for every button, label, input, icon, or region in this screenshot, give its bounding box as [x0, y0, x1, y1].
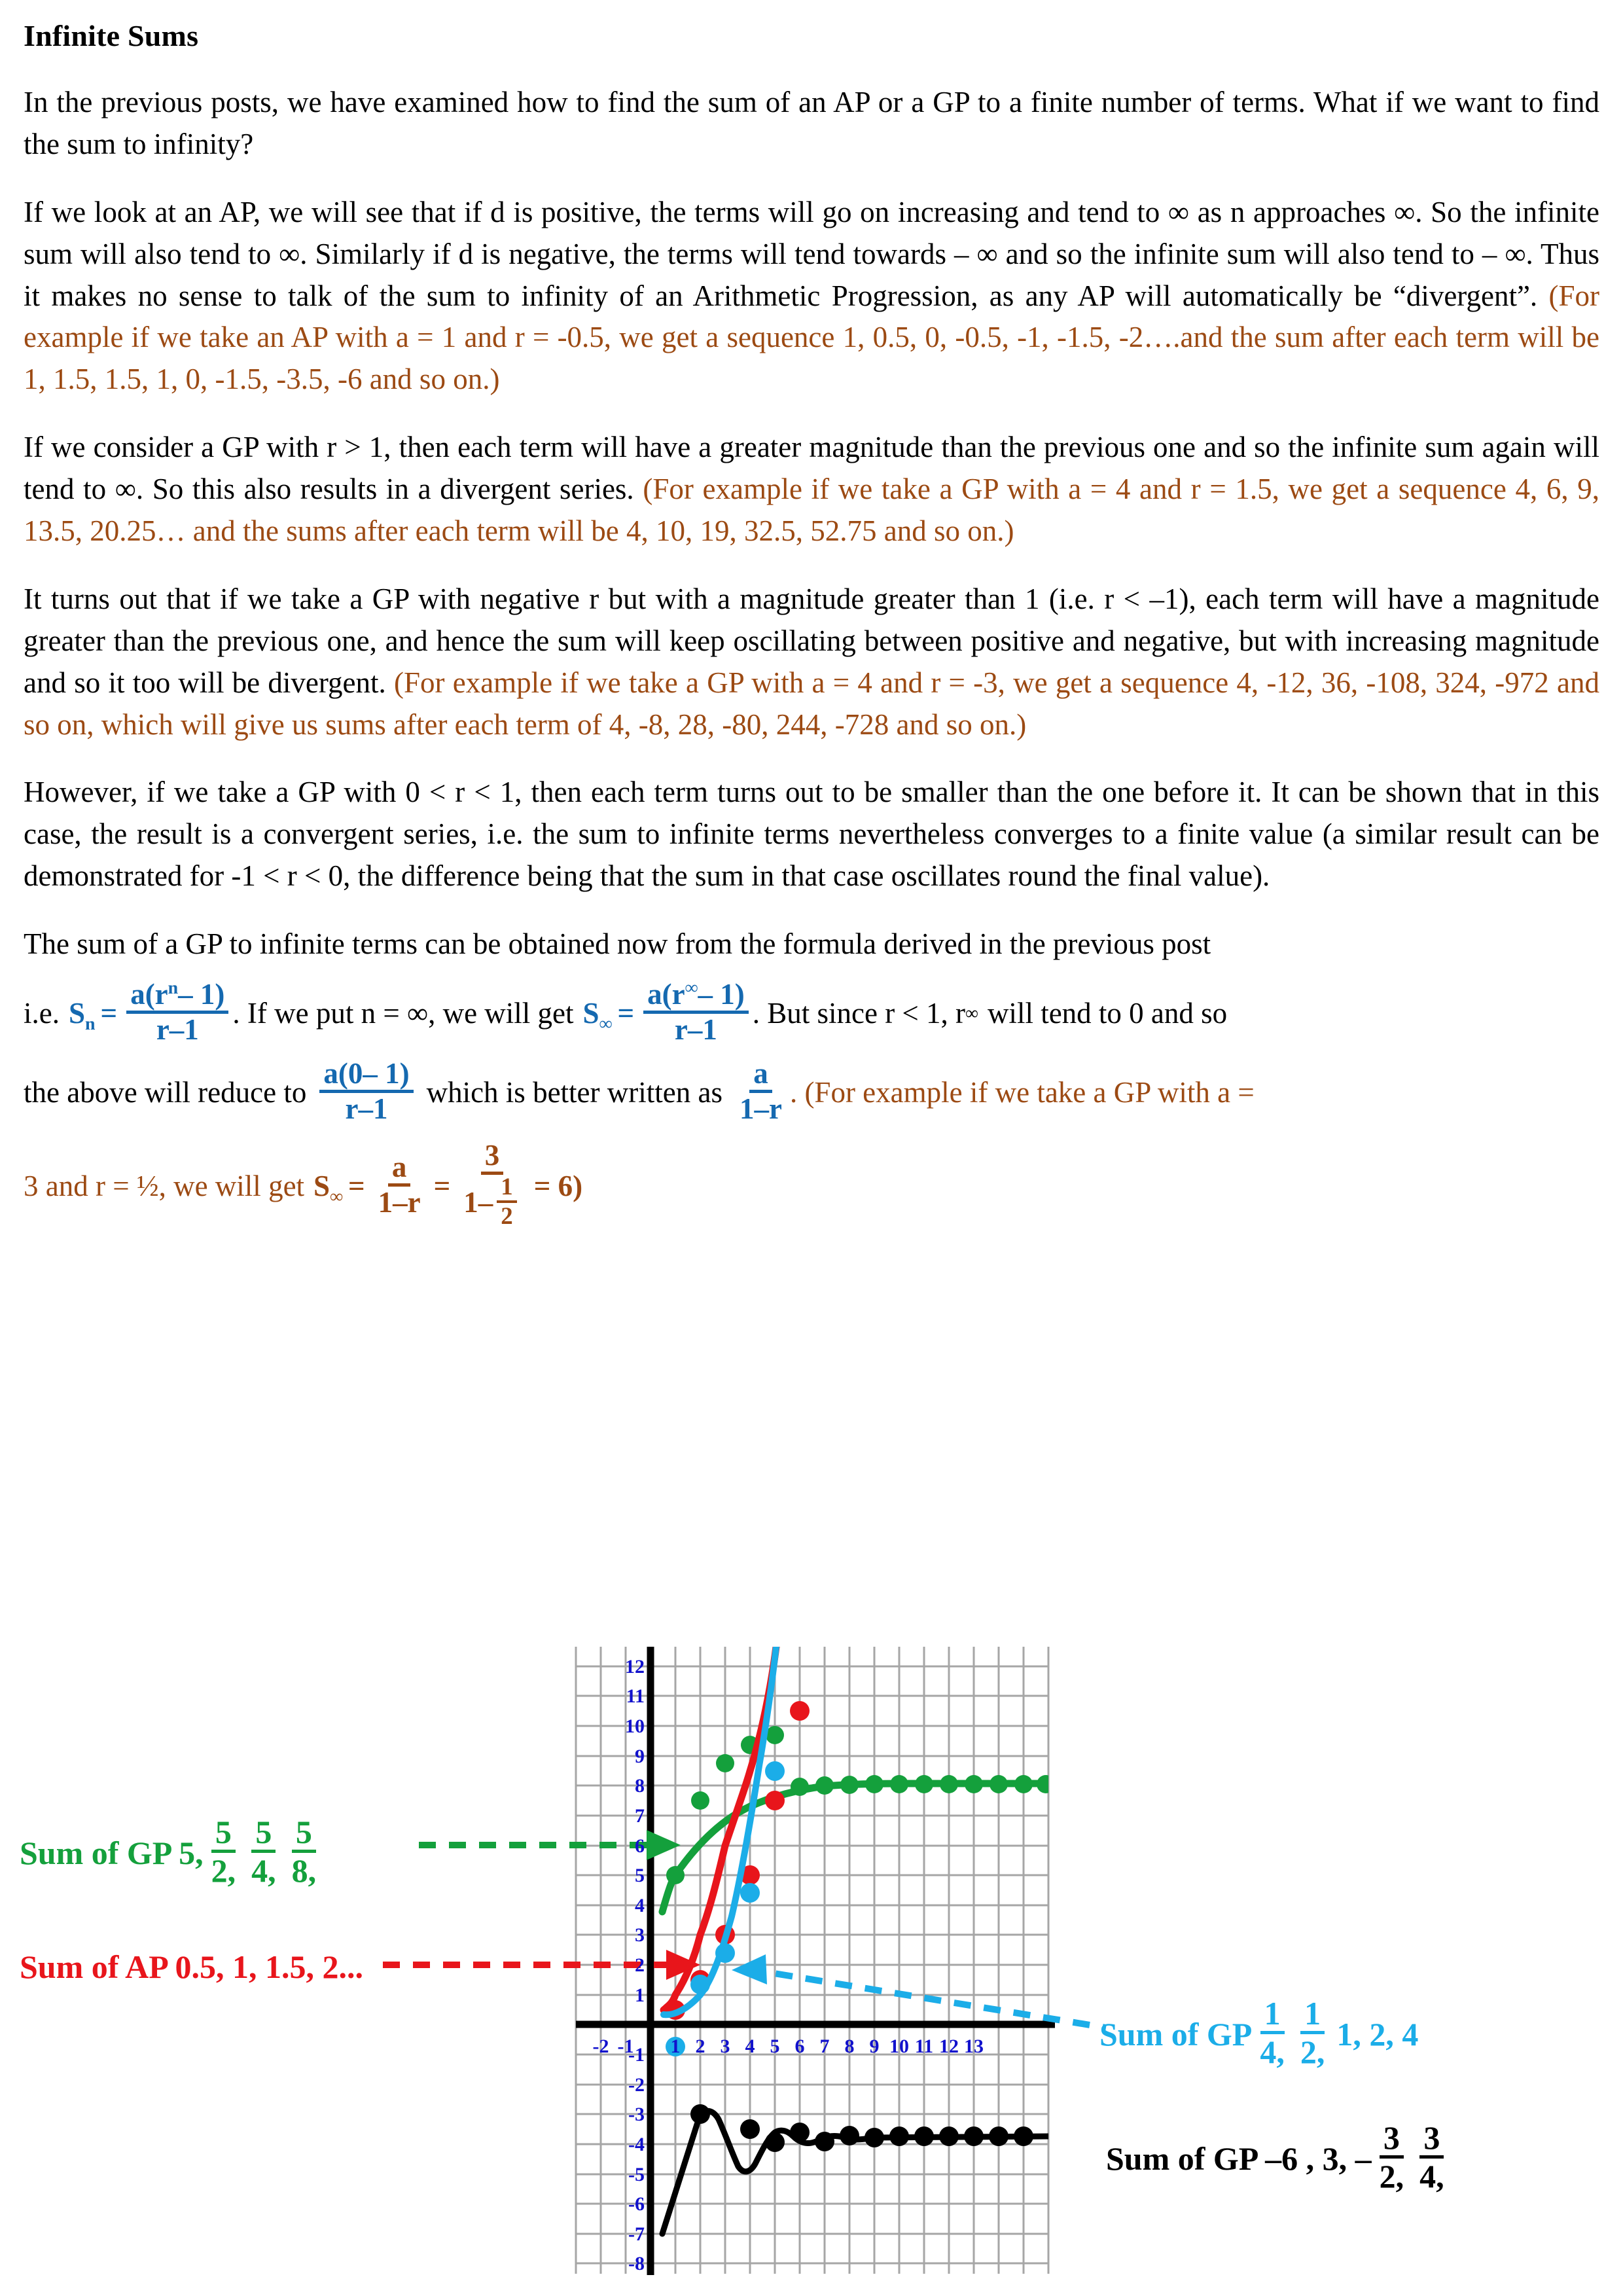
annotation-green-fraction-2: [247, 1816, 280, 1887]
svg-text:1: 1: [670, 2036, 681, 2057]
paragraph-6: [24, 924, 1599, 965]
formula-1-fraction-2: [643, 980, 749, 1045]
svg-text:-8: -8: [628, 2253, 645, 2274]
annotation-cyan-prefix: Sum of GP: [1099, 2015, 1253, 2053]
svg-text:9: 9: [869, 2036, 880, 2057]
formula-1-num2-a: a(r: [647, 978, 685, 1011]
series-black: [662, 2104, 1048, 2234]
formula-3-inner-fraction: [497, 1175, 516, 1229]
svg-text:12: 12: [625, 1656, 645, 1677]
annotation-green-frac1-den: 2,: [211, 1852, 236, 1889]
svg-text:9: 9: [635, 1746, 645, 1767]
formula-1-mid-text: . If we put n = ∞, we will get: [232, 996, 574, 1030]
annotation-cyan-suffix: 1, 2, 4: [1336, 2015, 1419, 2053]
formula-3-sinf: [313, 1170, 343, 1208]
svg-text:6: 6: [635, 1835, 645, 1857]
formula-2-fraction-4: [736, 1059, 786, 1124]
svg-text:-2: -2: [628, 2074, 645, 2096]
formula-3-fraction-5-numerator: a: [388, 1153, 411, 1187]
formula-3-equals-3: = 6): [533, 1170, 583, 1203]
annotation-green-frac2-den: 4,: [251, 1852, 276, 1889]
formula-2-mid: which is better written as: [426, 1075, 722, 1109]
svg-text:-4: -4: [628, 2134, 645, 2155]
annotation-black-frac1-den: 2,: [1379, 2158, 1404, 2195]
annotation-black-label: [1106, 2119, 1452, 2195]
svg-text:5: 5: [635, 1865, 645, 1886]
paragraph-4-text-black: It turns out that if we take a GP with negative r but with a magnitude greater than 1 (i.e. r < –1), each term will have a magnitude greater than the previous one, and hence the sum will keep oscillating between positive and negative, but with increasing magnitude and so it too will be divergent.: [24, 582, 1599, 699]
formula-1-sn: [68, 996, 96, 1034]
annotation-cyan-frac1-num: 1: [1260, 1997, 1285, 2034]
svg-text:4: 4: [745, 2036, 755, 2057]
annotation-cyan-label: [1099, 1995, 1419, 2070]
formula-1-tail-1: . But since r < 1, r: [752, 996, 966, 1030]
paragraph-4-text-brown: (For example if we take a GP with a = 4 and r = -3, we get a sequence 4, -12, 36, -108, 324, -972 and so on, which will give us sums after each term of 4, -8, 28, -80, 244, -728 and so on.): [24, 666, 1599, 741]
formula-1-sn-symbol: S: [68, 996, 86, 1030]
formula-1-sinf-subscript: ∞: [599, 1013, 613, 1034]
formula-1-sinf-symbol: S: [582, 996, 599, 1030]
formula-2-tail: . (For example if we take a GP with a =: [789, 1075, 1255, 1109]
annotation-cyan-frac2-num: 1: [1300, 1997, 1325, 2034]
svg-text:3: 3: [720, 2036, 730, 2057]
formula-3-sinf-subscript: ∞: [330, 1187, 343, 1208]
formula-1-sinf: [582, 996, 613, 1034]
paragraph-4: [24, 579, 1599, 746]
paragraph-5: [24, 772, 1599, 897]
annotation-red-prefix: Sum of AP 0.5, 1, 1.5, 2...: [20, 1948, 364, 1985]
paragraph-2-text-brown: (For example if we take an AP with a = 1 and r = -0.5, we get a sequence 1, 0.5, 0, -0.5, -1, -1.5, -2….and the sum after each term will be 1, 1.5, 1.5, 1, 0, -1.5, -3.5, -6 and so on.): [24, 279, 1599, 396]
svg-text:8: 8: [844, 2036, 855, 2057]
formula-2-fraction-3: [319, 1059, 413, 1124]
svg-text:-6: -6: [628, 2193, 645, 2215]
annotation-cyan-fraction-1: [1256, 1997, 1289, 2068]
svg-text:1: 1: [635, 1984, 645, 2006]
formula-3-fraction-6-numerator: 3: [481, 1141, 504, 1175]
page-title: Infinite Sums: [24, 19, 199, 52]
graph-figure: [0, 1635, 1623, 2296]
annotation-green-frac2-num: 5: [251, 1816, 276, 1853]
annotation-green-fraction-1: [207, 1816, 240, 1887]
formula-1-num2-tail: – 1): [698, 978, 745, 1011]
svg-text:-5: -5: [628, 2164, 645, 2185]
formula-3-fraction-5-denominator: 1–r: [378, 1186, 421, 1219]
formula-3-fraction-6: [459, 1141, 524, 1230]
formula-2-fraction-4-numerator: a: [749, 1059, 772, 1093]
formula-1-num-tail: – 1): [178, 978, 225, 1011]
formula-1-sn-subscript: n: [85, 1013, 96, 1034]
formula-1-fraction-2-denominator: r–1: [674, 1013, 717, 1047]
grid-lines: [576, 1647, 1048, 2274]
annotation-black-fraction-1: [1376, 2121, 1408, 2193]
formula-1-num2-exponent: ∞: [685, 978, 698, 999]
formula-1-equals-1: =: [100, 996, 118, 1030]
svg-text:2: 2: [695, 2036, 705, 2057]
annotation-black-fraction-2: [1416, 2121, 1448, 2193]
annotation-cyan-frac1-den: 4,: [1260, 2034, 1285, 2070]
paragraph-3-text-brown: (For example if we take a GP with a = 4 and r = 1.5, we get a sequence 4, 6, 9, 13.5, 20.25… and the sums after each term will be 4, 10, 19, 32.5, 52.75 and so on.): [24, 473, 1600, 548]
paragraph-3-text-black: If we consider a GP with r > 1, then each term will have a greater magnitude than the previous one and so the infinite sum again will tend to ∞. So this also results in a divergent series.: [24, 431, 1599, 506]
formula-3-sinf-symbol: S: [313, 1170, 330, 1203]
svg-text:5: 5: [770, 2036, 780, 2057]
svg-text:11: 11: [626, 1685, 645, 1707]
svg-text:8: 8: [635, 1775, 645, 1797]
formula-1-num-exponent: n: [168, 978, 179, 999]
formula-3-inner-numerator: 1: [497, 1175, 516, 1203]
svg-text:7: 7: [819, 2036, 830, 2057]
formula-2-lead: the above will reduce to: [24, 1075, 307, 1109]
formula-1-fraction-2-numerator: [643, 980, 749, 1014]
svg-text:10: 10: [625, 1715, 645, 1737]
formula-3-fraction-5: [374, 1153, 425, 1217]
paragraph-3: [24, 427, 1599, 552]
annotation-black-frac2-den: 4,: [1419, 2158, 1444, 2195]
annotation-green-frac1-num: 5: [211, 1816, 236, 1853]
paragraph-6-text: The sum of a GP to infinite terms can be obtained now from the formula derived in the previous post: [24, 927, 1211, 961]
annotation-red-label: [20, 1948, 363, 1986]
svg-text:6: 6: [794, 2036, 805, 2057]
svg-text:10: 10: [889, 2036, 909, 2057]
svg-text:4: 4: [635, 1895, 645, 1916]
axes: [576, 1647, 1055, 2275]
svg-text:-1: -1: [628, 2044, 645, 2066]
formula-1-tail-2: will tend to 0 and so: [987, 996, 1228, 1030]
formula-1-lead: i.e.: [24, 996, 60, 1030]
paragraph-2: [24, 192, 1599, 401]
svg-text:2: 2: [635, 1954, 645, 1976]
annotation-black-frac1-num: 3: [1380, 2121, 1404, 2159]
annotation-green-label: [20, 1814, 324, 1889]
formula-1-fraction-1: [126, 980, 228, 1045]
svg-text:7: 7: [635, 1805, 645, 1827]
formula-line-3: [24, 1139, 1599, 1231]
annotation-green-fraction-3: [288, 1816, 321, 1887]
svg-text:13: 13: [964, 2036, 984, 2057]
formula-1-num-a: a(r: [130, 978, 168, 1011]
formula-3-den-lead: 1–: [463, 1186, 493, 1219]
formula-1-equals-2: =: [617, 996, 635, 1030]
series-green: [662, 1726, 1055, 1912]
formula-3-equals-2: =: [433, 1170, 451, 1203]
svg-text:-1: -1: [617, 2036, 634, 2057]
formula-3-fraction-6-denominator: [459, 1175, 524, 1230]
svg-text:11: 11: [914, 2036, 934, 2057]
annotation-green-frac3-den: 8,: [291, 1852, 317, 1889]
annotation-cyan-frac2-den: 2,: [1300, 2034, 1325, 2070]
formula-line-2: [24, 1057, 1599, 1126]
svg-text:-7: -7: [628, 2223, 645, 2245]
formula-3-equals-1: =: [348, 1170, 365, 1203]
svg-text:-2: -2: [592, 2036, 609, 2057]
paragraph-1: [24, 82, 1599, 166]
paragraph-2-text-black: If we look at an AP, we will see that if d is positive, the terms will go on increasing and tend to ∞ as n approaches ∞. So the infinite sum will also tend to ∞. Similarly if d is negative, the terms will tend towards – ∞ and so the infinite sum will also tend to – ∞. Thus it makes no sense to talk of the sum to infinity of an Arithmetic Progression, as any AP will automatically be “divergent”.: [24, 195, 1599, 312]
formula-2-fraction-3-denominator: r–1: [345, 1092, 388, 1126]
annotation-black-prefix: Sum of GP –6 , 3, –: [1106, 2140, 1372, 2177]
svg-text:12: 12: [939, 2036, 959, 2057]
paragraph-5-text: However, if we take a GP with 0 < r < 1, then each term turns out to be smaller than the one before it. It can be shown that in this case, the result is a convergent series, i.e. the sum to infinite terms nevertheless converges to a finite value (a similar result can be demonstrated for -1 < r < 0, the difference being that the sum in that case oscillates round the final value).: [24, 776, 1599, 893]
svg-text:3: 3: [635, 1924, 645, 1946]
formula-1-fraction-1-numerator: [126, 980, 228, 1014]
annotation-green-frac3-num: 5: [292, 1816, 316, 1853]
formula-3-lead: 3 and r = ½, we will get: [24, 1170, 305, 1203]
annotation-green-prefix: Sum of GP 5,: [20, 1834, 204, 1871]
annotation-black-frac2-num: 3: [1419, 2121, 1444, 2159]
formula-3-inner-denominator: 2: [501, 1202, 513, 1229]
document-content: [24, 18, 1599, 1235]
annotation-cyan-fraction-2: [1296, 1997, 1329, 2068]
svg-text:-3: -3: [628, 2104, 645, 2125]
formula-2-fraction-4-denominator: 1–r: [739, 1092, 782, 1126]
formula-2-fraction-3-numerator: a(0– 1): [319, 1059, 413, 1093]
paragraph-1-text: In the previous posts, we have examined how to find the sum of an AP or a GP to a finite number of terms. What if we want to find the sum to infinity?: [24, 86, 1599, 160]
formula-line-1: i.e. $S_n$ = $\frac{a(r^n- 1)}{r-1}$ . If we put n = ∞, we will get $S_\infty$ = $\frac{a(r^\infty- 1)}{r-1}$ . But since r < 1, r ∞ will tend to 0 and so: [24, 978, 1228, 1047]
formula-1-fraction-1-denominator: r–1: [156, 1013, 199, 1047]
